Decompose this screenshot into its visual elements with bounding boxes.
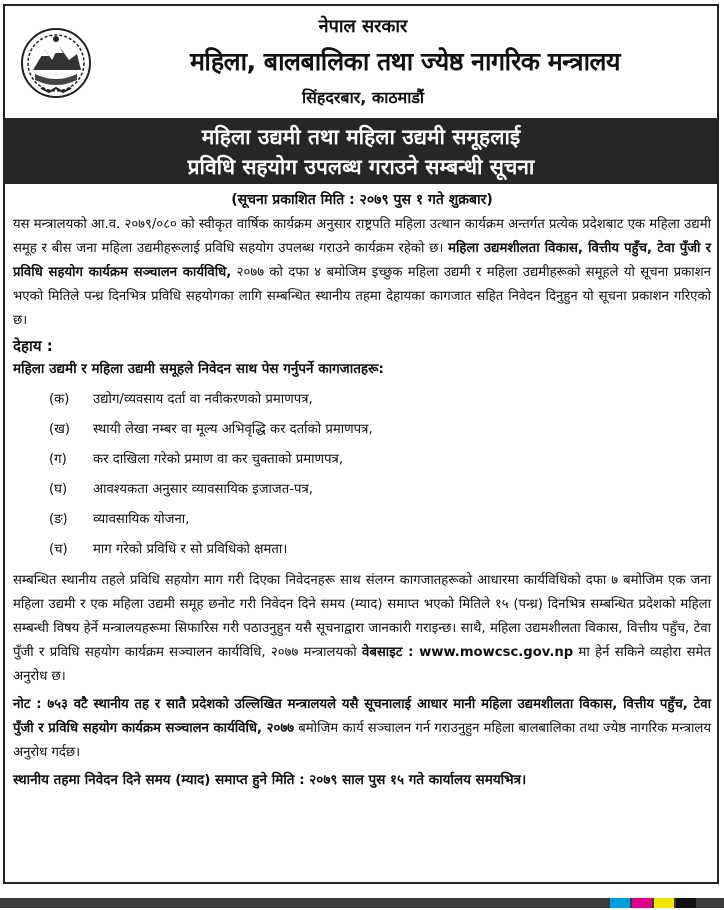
list-item-text: व्यावसायिक योजना, (93, 512, 190, 527)
list-item-key: (च) (49, 542, 68, 557)
instruction-paragraph (13, 569, 711, 689)
list-item (49, 475, 711, 505)
instruction-text: सम्बन्धित स्थानीय तहले प्रविधि सहयोग माग गरी दिएका निवेदनहरू साथ संलग्न कागजातहरूको आधारमा कार्यविधिको दफा ७ बमोजिम एक जना महिला उद्यमी र एक महिला उद्यमी समूह छनोट गरी निवेदन दिने समय (म्याद) समाप्त भएको मितिले १५ (पन्ध्र) दिनभित्र सम्बन्धित प्रदेशको महिला सम्बन्धी विषय हेर्ने मन्त्रालयहरूमा सिफारिस गरी पठाउनुहुन यसै सूचनाद्वारा जानकारी गराइन्छ। साथै, महिला उद्यमशीलता विकास, वित्तीय पहुँच, टेवा पुँजी र प्रविधि सहयोग कार्यक्रम सञ्चालन कार्यविधि, २०७७ मन्त्रालयको (13, 573, 711, 660)
color-swatch (676, 898, 696, 908)
ministry-name: महिला, बालबालिका तथा ज्येष्ठ नागरिक मन्त्रालय (189, 47, 621, 76)
website-suffix: मा हेर्न सकिने व्यहोरा समेत अनुरोध छ। (13, 645, 711, 684)
list-item-text: माग गरेको प्रविधि र सो प्रविधिको क्षमता। (93, 542, 288, 557)
color-swatch (654, 898, 674, 908)
header (5, 6, 721, 118)
list-item (49, 445, 711, 475)
intro-text-2: २०७७ को दफा ४ बमोजिम इच्छुक महिला उद्यमी र महिला उद्यमीहरूको समूहले यो सूचना प्रकाशन भएको मितिले पन्ध्र दिनभित्र प्रविधि सहयोगका लागि सम्बन्धित स्थानीय तहमा देहायका कागजात सहित निवेदन दिनुहुन यो सूचना प्रकाशन गरिएको छ। (13, 265, 711, 328)
color-swatch (632, 898, 652, 908)
note-paragraph (13, 693, 711, 765)
list-item-text: उद्योग/व्यवसाय दर्ता वा नवीकरणको प्रमाणपत्र, (93, 392, 313, 407)
notice-title-bar (5, 118, 717, 184)
intro-bold-text: महिला उद्यमशीलता विकास, वित्तीय पहुँच, टेवा पुँजी र प्रविधि सहयोग कार्यक्रम सञ्चालन कार्यविधि, (13, 241, 711, 280)
notice-title-line-2: प्रविधि सहयोग उपलब्ध गराउने सम्बन्धी सूचना (187, 155, 535, 179)
intro-text-1: यस मन्त्रालयको आ.व. २०७९/०८० को स्वीकृत वार्षिक कार्यक्रम अनुसार राष्ट्रपति महिला उत्थान कार्यक्रम अन्तर्गत प्रत्येक प्रदेशबाट एक महिला उद्यमी समूह र बीस जना महिला उद्यमीहरूलाई प्रविधि सहयोग उपलब्ध गराउने कार्यक्रम रहेको छ। (13, 217, 711, 256)
list-item-key: (क) (49, 392, 70, 407)
list-item-key: (ख) (49, 422, 71, 437)
list-item (49, 415, 711, 445)
publish-date: (सूचना प्रकाशित मिति : २०७९ पुस १ गते शुक्रबार) (231, 192, 493, 208)
color-swatch (610, 898, 630, 908)
ministry-location: सिंहदरबार, काठमाडौं (301, 88, 425, 107)
intro-paragraph (13, 213, 711, 333)
list-item-key: (ग) (49, 452, 67, 467)
deadline-line: स्थानीय तहमा निवेदन दिने समय (म्याद) समाप्त हुने मिति : २०७९ साल पुस १५ गते कार्यालय समयभित्र। (13, 772, 527, 788)
list-item-key: (ङ) (49, 512, 68, 527)
government-name: नेपाल सरकार (318, 16, 408, 37)
notice-body (13, 188, 711, 793)
list-item-text: स्थायी लेखा नम्बर वा मूल्य अभिवृद्धि कर दर्ताको प्रमाणपत्र, (93, 422, 373, 437)
notice-frame (3, 4, 719, 884)
list-item (49, 505, 711, 535)
docs-subheading: महिला उद्यमी र महिला उद्यमी समूहले निवेदन साथ पेस गर्नुपर्ने कागजातहरू: (13, 361, 384, 377)
list-item-key: (घ) (49, 482, 68, 497)
list-item-text: कर दाखिला गरेको प्रमाण वा कर चुक्ताको प्रमाणपत्र, (93, 452, 344, 467)
note-bold-text: नोट : ७५३ वटै स्थानीय तह र सातै प्रदेशको उल्लिखित मन्त्रालयले यसै सूचनालाई आधार मानी महिला उद्यमशीलता विकास, वित्तीय पहुँच, टेवा पुँजी र प्रविधि सहयोग कार्यक्रम सञ्चालन कार्यविधि, २०७७ (13, 697, 711, 736)
list-item (49, 385, 711, 415)
document-list (49, 385, 711, 565)
note-text: बमोजिम कार्य सञ्चालन गर्न गराउनुहुन महिला बालबालिका तथा ज्येष्ठ नागरिक मन्त्रालय अनुरोध गर्दछ। (13, 721, 711, 760)
list-item (49, 535, 711, 565)
website-link[interactable]: वेबसाइट : www.mowcsc.gov.np (362, 645, 574, 660)
list-item-text: आवश्यकता अनुसार व्यावसायिक इजाजत-पत्र, (93, 482, 313, 497)
notice-title-line-1: महिला उद्यमी तथा महिला उद्यमी समूहलाई (201, 125, 521, 149)
docs-heading: देहाय : (13, 337, 53, 355)
